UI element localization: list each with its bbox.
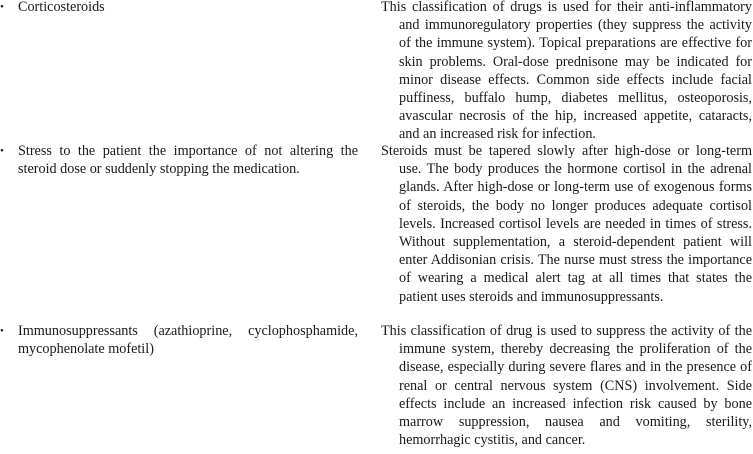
bullet-marker: • (0, 1, 4, 13)
intervention-cell: Immunosuppressants (azathioprine, cyclophosphamide, mycophenolate mofetil) (18, 323, 358, 358)
rationale-cell: Steroids must be tapered slowly after high-dose or long-term use. The body produces the hormone cortisol in the adrenal glands. After high-dose or long-term use of exogenous forms of steroids, the body no longer produces adequate cortisol levels. Increased cortisol levels are needed in times of stress. Without supplementation, a steroid-dependent patient will enter Addisonian crisis. The nurse must stress the importance of wearing a medical alert tag at all times that states the patient uses steroids and immunosuppressants. (381, 143, 752, 305)
bullet-marker: • (0, 145, 4, 157)
bullet-marker: • (0, 325, 4, 337)
rationale-cell: This classification of drugs is used for their anti-inflammatory and immunoregulatory properties (they suppress the activity of the immune system). Topical preparations are effective for skin problems. Oral-dose prednisone may be indicated for minor disease effects. Common side effects include facial puffiness, buffalo hump, diabetes mellitus, osteoporosis, avascular necrosis of the hip, increased appetite, cataracts, and an increased risk for infection. (381, 0, 752, 143)
intervention-cell: Stress to the patient the importance of not altering the steroid dose or suddenly stopping the medication. (18, 143, 358, 178)
rationale-cell: This classification of drug is used to suppress the activity of the immune system, thereby decreasing the proliferation of the disease, especially during severe flares and in the presence of renal or central nervous system (CNS) involvement. Side effects include an increased infection risk caused by bone marrow suppression, nausea and vomiting, sterility, hemorrhagic cystitis, and cancer. (381, 323, 752, 449)
intervention-cell: Corticosteroids (18, 0, 105, 15)
